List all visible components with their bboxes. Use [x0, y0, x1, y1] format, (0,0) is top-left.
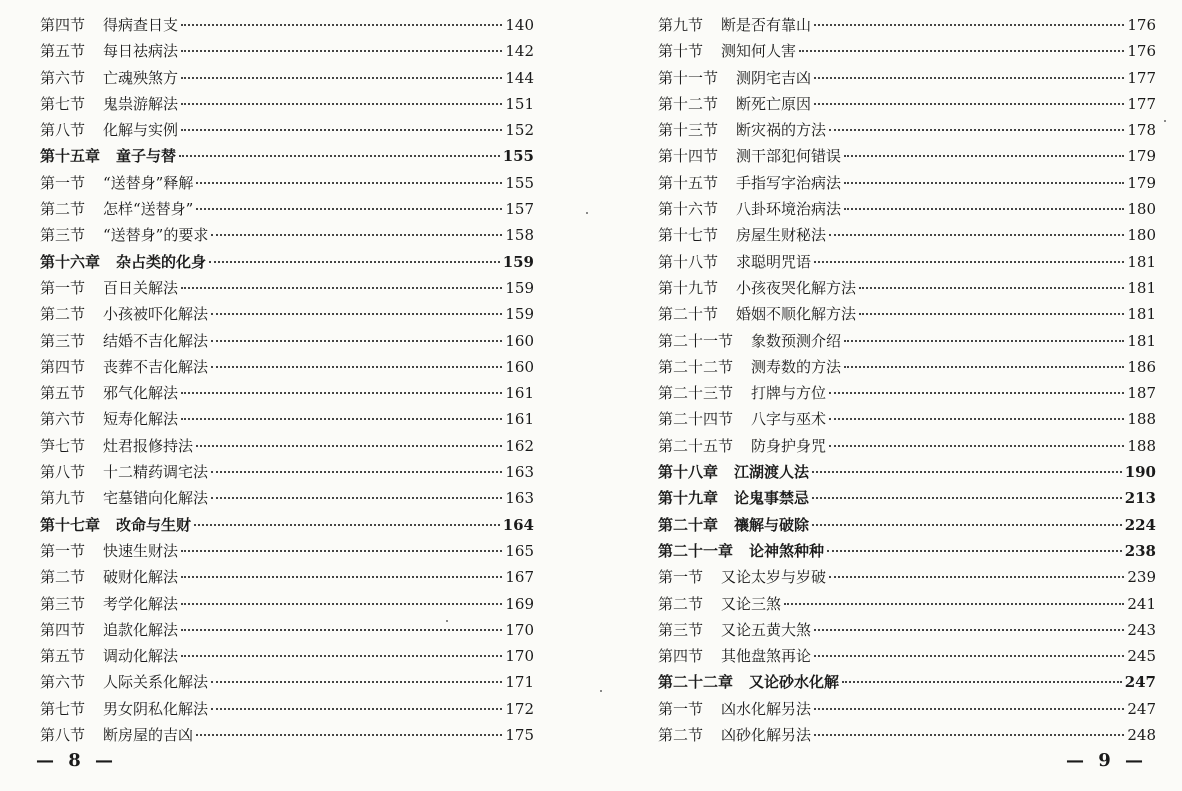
toc-entry-label: 第十三节 — [658, 121, 719, 140]
dot-leader — [196, 208, 502, 210]
toc-section-row — [658, 433, 1156, 459]
dot-leader — [812, 524, 1122, 526]
dot-leader — [196, 445, 502, 447]
toc-entry-label: 第二十二章 — [658, 673, 734, 692]
dot-leader — [844, 155, 1124, 157]
toc-entry-title: 杂占类的化身 — [116, 252, 207, 271]
toc-entry-page: 181 — [1127, 252, 1156, 271]
dot-leader — [181, 392, 502, 394]
toc-section-row — [40, 12, 534, 38]
dot-leader — [211, 234, 502, 236]
toc-entry-label: 第二十五节 — [658, 436, 734, 455]
toc-entry-title: 宅墓错向化解法 — [103, 489, 209, 508]
dot-leader — [829, 576, 1124, 578]
toc-entry-title: 调动化解法 — [103, 647, 179, 666]
toc-entry-label: 第十九章 — [658, 489, 719, 508]
toc-entry-label: 第三节 — [40, 226, 86, 245]
toc-entry-page: 180 — [1127, 226, 1156, 245]
toc-entry-page: 163 — [505, 489, 534, 508]
toc-entry-page: 161 — [505, 384, 534, 403]
toc-section-row — [40, 433, 534, 459]
toc-entry-page: 167 — [505, 568, 534, 587]
toc-entry-label: 第二十三节 — [658, 384, 734, 403]
toc-entry-title: 鬼祟游解法 — [103, 94, 179, 113]
print-speck — [1164, 120, 1166, 122]
toc-section-row — [658, 301, 1156, 327]
dot-leader — [812, 497, 1122, 499]
toc-entry-page: 159 — [505, 305, 534, 324]
toc-entry-title: 手指写字治病法 — [736, 173, 842, 192]
toc-entry-title: 丧葬不吉化解法 — [103, 357, 209, 376]
dot-leader — [211, 340, 502, 342]
toc-chapter-row — [40, 512, 534, 538]
toc-entry-label: 第五节 — [40, 647, 86, 666]
toc-entry-label: 第十七章 — [40, 515, 101, 534]
toc-entry-title: 房屋生财秘法 — [736, 226, 827, 245]
toc-entry-page: 170 — [505, 647, 534, 666]
toc-entry-label: 第二十二节 — [658, 357, 734, 376]
toc-entry-page: 175 — [505, 726, 534, 745]
toc-section-row — [40, 354, 534, 380]
toc-list-left — [40, 12, 534, 748]
toc-section-row — [658, 722, 1156, 748]
dot-leader — [829, 445, 1124, 447]
print-speck — [586, 212, 588, 214]
toc-entry-title: 邪气化解法 — [103, 384, 179, 403]
toc-section-row — [658, 591, 1156, 617]
toc-entry-page: 188 — [1127, 410, 1156, 429]
dot-leader — [181, 418, 502, 420]
toc-entry-title: 又论砂水化解 — [749, 673, 840, 692]
toc-entry-page: 172 — [505, 699, 534, 718]
dot-leader — [179, 155, 500, 157]
toc-section-row — [658, 117, 1156, 143]
dot-leader — [181, 550, 502, 552]
toc-entry-page: 152 — [505, 121, 534, 140]
toc-chapter-row — [658, 512, 1156, 538]
dot-leader — [181, 655, 502, 657]
toc-entry-title: “送替身”释解 — [103, 173, 194, 192]
toc-section-row — [40, 643, 534, 669]
toc-section-row — [658, 354, 1156, 380]
toc-entry-title: 测知何人害 — [721, 42, 797, 61]
toc-entry-label: 第十八章 — [658, 463, 719, 482]
toc-entry-label: 第六节 — [40, 410, 86, 429]
toc-entry-title: 断房屋的吉凶 — [103, 726, 194, 745]
toc-entry-label: 第九节 — [658, 16, 704, 34]
dot-leader — [844, 366, 1124, 368]
toc-entry-page: 151 — [505, 94, 534, 113]
toc-entry-label: 第十五章 — [40, 147, 101, 166]
toc-entry-title: 人际关系化解法 — [103, 673, 209, 692]
dot-leader — [829, 418, 1124, 420]
toc-section-row — [658, 170, 1156, 196]
toc-entry-page: 188 — [1127, 436, 1156, 455]
toc-entry-title: 又论太岁与岁破 — [721, 568, 827, 587]
dot-leader — [799, 50, 1124, 52]
toc-section-row — [40, 591, 534, 617]
dot-leader — [844, 340, 1124, 342]
toc-section-row — [40, 459, 534, 485]
toc-entry-label: 第一节 — [40, 541, 86, 560]
toc-entry-title: 测阴宅吉凶 — [736, 68, 812, 87]
dot-leader — [181, 287, 502, 289]
toc-section-row — [658, 328, 1156, 354]
print-speck — [600, 690, 602, 692]
toc-section-row — [40, 617, 534, 643]
toc-entry-title: 打牌与方位 — [751, 384, 827, 403]
toc-entry-title: 考学化解法 — [103, 594, 179, 613]
dot-leader — [196, 182, 502, 184]
toc-entry-label: 第十八节 — [658, 252, 719, 271]
toc-entry-label: 第三节 — [40, 594, 86, 613]
toc-section-row — [40, 170, 534, 196]
toc-entry-page: 179 — [1127, 147, 1156, 166]
toc-entry-label: 第四节 — [40, 620, 86, 639]
toc-entry-title: 破财化解法 — [103, 568, 179, 587]
dot-leader — [181, 603, 502, 605]
toc-entry-title: 十二精药调宅法 — [103, 463, 209, 482]
toc-section-row — [40, 328, 534, 354]
dot-leader — [211, 313, 502, 315]
toc-section-row — [658, 222, 1156, 248]
toc-list-right — [658, 12, 1156, 748]
toc-entry-page: 248 — [1127, 726, 1156, 745]
toc-entry-page: 190 — [1124, 463, 1156, 482]
toc-entry-label: 第四节 — [658, 647, 704, 666]
toc-entry-label: 第二十四节 — [658, 410, 734, 429]
toc-entry-page: 157 — [505, 200, 534, 219]
toc-entry-label: 第五节 — [40, 384, 86, 403]
page-number-left: — 8 — — [36, 750, 118, 771]
toc-entry-page: 144 — [505, 68, 534, 87]
toc-entry-page: 165 — [505, 541, 534, 560]
toc-entry-title: 江湖渡人法 — [734, 463, 810, 482]
toc-section-row — [658, 143, 1156, 169]
dot-leader — [814, 77, 1124, 79]
toc-section-row — [658, 65, 1156, 91]
toc-section-row — [40, 380, 534, 406]
toc-section-row — [40, 222, 534, 248]
dot-leader — [829, 129, 1124, 131]
toc-entry-label: 第四节 — [40, 357, 86, 376]
toc-entry-page: 186 — [1127, 357, 1156, 376]
toc-section-row — [40, 669, 534, 695]
toc-entry-page: 177 — [1127, 68, 1156, 87]
toc-entry-page: 163 — [505, 463, 534, 482]
toc-entry-page: 239 — [1127, 568, 1156, 587]
dot-leader — [844, 208, 1124, 210]
toc-entry-page: 181 — [1127, 278, 1156, 297]
toc-entry-label: 第七节 — [40, 699, 86, 718]
toc-entry-title: 追款化解法 — [103, 620, 179, 639]
toc-entry-title: 又论三煞 — [721, 594, 782, 613]
toc-entry-title: 断死亡原因 — [736, 94, 812, 113]
toc-section-row — [40, 696, 534, 722]
toc-entry-title: 求聪明咒语 — [736, 252, 812, 271]
toc-entry-title: 防身护身咒 — [751, 436, 827, 455]
toc-entry-title: 短寿化解法 — [103, 410, 179, 429]
toc-section-row — [658, 643, 1156, 669]
dot-leader — [211, 366, 502, 368]
toc-entry-label: 第八节 — [40, 121, 86, 140]
toc-entry-title: 百日关解法 — [103, 278, 179, 297]
toc-entry-page: 243 — [1127, 620, 1156, 639]
dot-leader — [814, 734, 1124, 736]
dot-leader — [859, 313, 1124, 315]
toc-entry-label: 第六节 — [40, 68, 86, 87]
toc-entry-title: 怎样“送替身” — [103, 200, 194, 219]
toc-entry-page: 176 — [1127, 42, 1156, 61]
toc-entry-page: 159 — [505, 278, 534, 297]
toc-entry-label: 第四节 — [40, 16, 86, 34]
toc-entry-title: 论神煞种种 — [749, 541, 825, 560]
print-speck — [446, 620, 448, 622]
toc-entry-page: 164 — [502, 515, 534, 534]
toc-entry-label: 第六节 — [40, 673, 86, 692]
toc-entry-label: 第二十一节 — [658, 331, 734, 350]
toc-entry-page: 187 — [1127, 384, 1156, 403]
dot-leader — [827, 550, 1122, 552]
toc-entry-label: 第三节 — [40, 331, 86, 350]
toc-entry-label: 第十二节 — [658, 94, 719, 113]
toc-entry-label: 笋七节 — [40, 436, 86, 455]
toc-entry-page: 176 — [1127, 16, 1156, 34]
toc-entry-label: 第十六章 — [40, 252, 101, 271]
toc-entry-label: 第二节 — [658, 726, 704, 745]
dot-leader — [814, 655, 1124, 657]
toc-entry-page: 158 — [505, 226, 534, 245]
toc-entry-label: 第五节 — [40, 42, 86, 61]
toc-entry-title: 结婚不吉化解法 — [103, 331, 209, 350]
toc-entry-title: 每日祛病法 — [103, 42, 179, 61]
toc-entry-title: 得病查日支 — [103, 16, 179, 34]
toc-entry-title: 小孩夜哭化解方法 — [736, 278, 857, 297]
toc-entry-label: 第二节 — [658, 594, 704, 613]
toc-entry-page: 181 — [1127, 305, 1156, 324]
toc-entry-label: 第十节 — [658, 42, 704, 61]
toc-entry-title: 断是否有靠山 — [721, 16, 812, 34]
toc-entry-label: 第一节 — [658, 568, 704, 587]
toc-entry-label: 第二十一章 — [658, 541, 734, 560]
toc-entry-page: 160 — [505, 331, 534, 350]
toc-entry-label: 第一节 — [40, 173, 86, 192]
toc-entry-page: 213 — [1124, 489, 1156, 508]
toc-entry-page: 155 — [505, 173, 534, 192]
toc-entry-page: 162 — [505, 436, 534, 455]
toc-chapter-row — [658, 538, 1156, 564]
dot-leader — [814, 261, 1124, 263]
toc-entry-page: 142 — [505, 42, 534, 61]
toc-entry-title: 改命与生财 — [116, 515, 192, 534]
toc-entry-page: 170 — [505, 620, 534, 639]
dot-leader — [211, 471, 502, 473]
dot-leader — [829, 234, 1124, 236]
toc-entry-page: 169 — [505, 594, 534, 613]
dot-leader — [844, 182, 1124, 184]
toc-entry-page: 245 — [1127, 647, 1156, 666]
toc-entry-title: 断灾祸的方法 — [736, 121, 827, 140]
toc-entry-title: 童子与替 — [116, 147, 177, 166]
toc-section-row — [658, 380, 1156, 406]
dot-leader — [842, 681, 1122, 683]
toc-entry-page: 247 — [1127, 699, 1156, 718]
toc-section-row — [658, 12, 1156, 38]
dot-leader — [181, 50, 502, 52]
toc-section-row — [40, 538, 534, 564]
toc-entry-title: 婚姻不顺化解方法 — [736, 305, 857, 324]
toc-section-row — [658, 406, 1156, 432]
dot-leader — [814, 708, 1124, 710]
left-page — [0, 0, 590, 791]
toc-entry-page: 171 — [505, 673, 534, 692]
dot-leader — [211, 708, 502, 710]
toc-entry-page: 140 — [505, 16, 534, 34]
toc-entry-title: 凶砂化解另法 — [721, 726, 812, 745]
toc-entry-title: 论鬼事禁忌 — [734, 489, 810, 508]
toc-entry-title: 又论五黄大煞 — [721, 620, 812, 639]
page-number-right: — 9 — — [1066, 750, 1148, 771]
toc-entry-label: 第二节 — [40, 200, 86, 219]
dot-leader — [829, 392, 1124, 394]
toc-section-row — [40, 301, 534, 327]
toc-section-row — [658, 91, 1156, 117]
toc-entry-title: 象数预测介绍 — [751, 331, 842, 350]
toc-entry-title: 快速生财法 — [103, 541, 179, 560]
toc-chapter-row — [658, 669, 1156, 695]
toc-section-row — [40, 485, 534, 511]
toc-section-row — [658, 564, 1156, 590]
toc-entry-label: 第十一节 — [658, 68, 719, 87]
toc-chapter-row — [40, 249, 534, 275]
toc-entry-title: “送替身”的要求 — [103, 226, 209, 245]
toc-entry-label: 第九节 — [40, 489, 86, 508]
dot-leader — [211, 681, 502, 683]
toc-entry-title: 八字与巫术 — [751, 410, 827, 429]
dot-leader — [181, 103, 502, 105]
toc-section-row — [40, 196, 534, 222]
toc-chapter-row — [658, 459, 1156, 485]
toc-chapter-row — [40, 143, 534, 169]
toc-entry-label: 第一节 — [658, 699, 704, 718]
toc-entry-label: 第三节 — [658, 620, 704, 639]
dot-leader — [181, 576, 502, 578]
toc-section-row — [40, 91, 534, 117]
toc-entry-page: 241 — [1127, 594, 1156, 613]
toc-entry-label: 第十九节 — [658, 278, 719, 297]
dot-leader — [181, 77, 502, 79]
toc-entry-page: 238 — [1124, 541, 1156, 560]
dot-leader — [814, 629, 1124, 631]
toc-entry-label: 第二十章 — [658, 515, 719, 534]
toc-section-row — [40, 406, 534, 432]
dot-leader — [814, 24, 1124, 26]
toc-entry-label: 第八节 — [40, 463, 86, 482]
dot-leader — [181, 24, 502, 26]
dot-leader — [859, 287, 1124, 289]
toc-entry-label: 第十六节 — [658, 200, 719, 219]
toc-section-row — [40, 38, 534, 64]
toc-entry-title: 其他盘煞再论 — [721, 647, 812, 666]
toc-section-row — [40, 65, 534, 91]
toc-entry-title: 测寿数的方法 — [751, 357, 842, 376]
toc-entry-label: 第七节 — [40, 94, 86, 113]
dot-leader — [209, 261, 500, 263]
toc-entry-title: 灶君报修持法 — [103, 436, 194, 455]
dot-leader — [196, 734, 502, 736]
toc-entry-label: 第二十节 — [658, 305, 719, 324]
toc-section-row — [40, 275, 534, 301]
toc-entry-page: 178 — [1127, 121, 1156, 140]
toc-entry-label: 第二节 — [40, 568, 86, 587]
toc-entry-page: 180 — [1127, 200, 1156, 219]
toc-entry-title: 亡魂殃煞方 — [103, 68, 179, 87]
toc-entry-title: 凶水化解另法 — [721, 699, 812, 718]
toc-entry-label: 第一节 — [40, 278, 86, 297]
toc-entry-label: 第十七节 — [658, 226, 719, 245]
toc-entry-title: 禳解与破除 — [734, 515, 810, 534]
toc-section-row — [658, 249, 1156, 275]
toc-section-row — [40, 117, 534, 143]
toc-entry-title: 小孩被吓化解法 — [103, 305, 209, 324]
toc-entry-page: 247 — [1124, 673, 1156, 692]
toc-entry-page: 181 — [1127, 331, 1156, 350]
toc-section-row — [658, 38, 1156, 64]
toc-entry-page: 160 — [505, 357, 534, 376]
toc-section-row — [658, 617, 1156, 643]
toc-entry-title: 化解与实例 — [103, 121, 179, 140]
dot-leader — [812, 471, 1122, 473]
toc-section-row — [658, 275, 1156, 301]
toc-entry-label: 第十五节 — [658, 173, 719, 192]
dot-leader — [814, 103, 1124, 105]
toc-entry-title: 测干部犯何错误 — [736, 147, 842, 166]
dot-leader — [181, 129, 502, 131]
toc-entry-page: 179 — [1127, 173, 1156, 192]
toc-section-row — [658, 696, 1156, 722]
dot-leader — [194, 524, 500, 526]
toc-chapter-row — [658, 485, 1156, 511]
toc-entry-page: 155 — [502, 147, 534, 166]
toc-entry-title: 八卦环境治病法 — [736, 200, 842, 219]
toc-entry-title: 男女阴私化解法 — [103, 699, 209, 718]
toc-section-row — [658, 196, 1156, 222]
toc-entry-label: 第八节 — [40, 726, 86, 745]
toc-entry-page: 161 — [505, 410, 534, 429]
dot-leader — [181, 629, 502, 631]
toc-entry-page: 159 — [502, 252, 534, 271]
toc-entry-page: 224 — [1124, 515, 1156, 534]
right-page — [590, 0, 1182, 791]
dot-leader — [784, 603, 1124, 605]
toc-section-row — [40, 564, 534, 590]
toc-entry-label: 第二节 — [40, 305, 86, 324]
toc-entry-page: 177 — [1127, 94, 1156, 113]
toc-section-row — [40, 722, 534, 748]
dot-leader — [211, 497, 502, 499]
toc-entry-label: 第十四节 — [658, 147, 719, 166]
